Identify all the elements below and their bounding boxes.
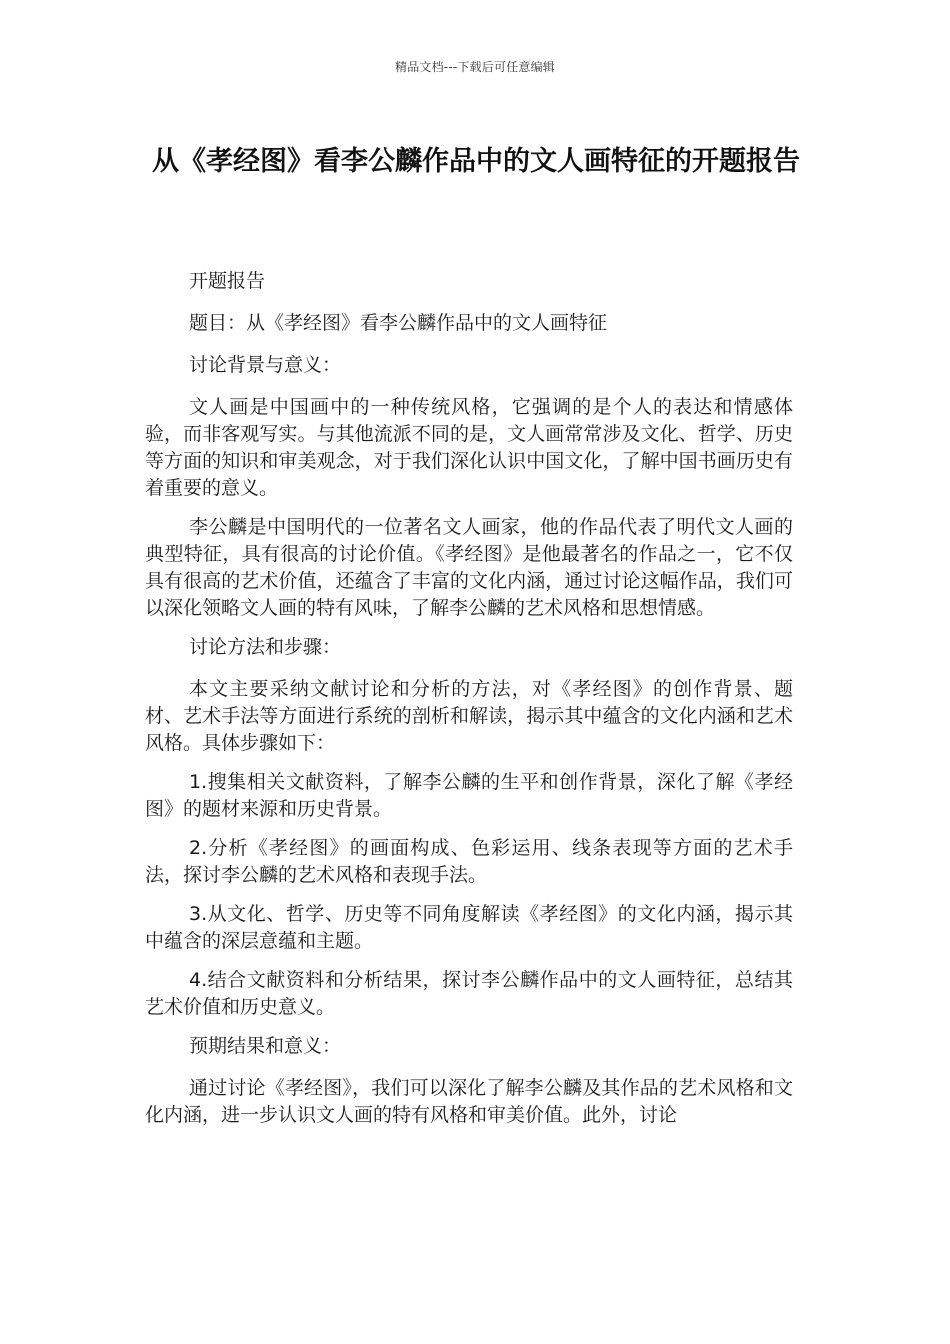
paragraph-expected-results: 通过讨论《孝经图》，我们可以深化了解李公麟及其作品的艺术风格和文化内涵，进一步认识文人画的特有风格和审美价值。此外，讨论	[145, 1077, 793, 1126]
section-heading-background: 讨论背景与意义：	[189, 354, 342, 376]
list-item-step-3: 3.从文化、哲学、历史等不同角度解读《孝经图》的文化内涵，揭示其中蕴含的深层意蕴和主题。	[145, 903, 793, 952]
section-heading-methods: 讨论方法和步骤：	[189, 636, 342, 658]
paragraph-background-1: 文人画是中国画中的一种传统风格，它强调的是个人的表达和情感体验，而非客观写实。与其他流派不同的是，文人画常常涉及文化、哲学、历史等方面的知识和审美观念，对于我们深化认识中国文化，了解中国书画历史有着重要的意义。	[145, 396, 793, 499]
header-note: 精品文档---下载后可任意编辑	[395, 60, 555, 74]
topic-line: 题目：从《孝经图》看李公麟作品中的文人画特征	[189, 312, 608, 334]
section-heading-expected: 预期结果和意义：	[189, 1035, 342, 1057]
list-item-step-2: 2.分析《孝经图》的画面构成、色彩运用、线条表现等方面的艺术手法，探讨李公麟的艺术风格和表现手法。	[145, 837, 793, 886]
list-item-step-1: 1.搜集相关文献资料，了解李公麟的生平和创作背景，深化了解《孝经图》的题材来源和历史背景。	[145, 771, 793, 820]
section-label-report: 开题报告	[189, 270, 266, 292]
document-title: 从《孝经图》看李公麟作品中的文人画特征的开题报告	[152, 146, 800, 177]
paragraph-methods-intro: 本文主要采纳文献讨论和分析的方法，对《孝经图》的创作背景、题材、艺术手法等方面进行系统的剖析和解读，揭示其中蕴含的文化内涵和艺术风格。具体步骤如下：	[145, 678, 793, 754]
document-body	[145, 268, 793, 1141]
list-item-step-4: 4.结合文献资料和分析结果，探讨李公麟作品中的文人画特征，总结其艺术价值和历史意义。	[145, 969, 793, 1018]
paragraph-background-2: 李公麟是中国明代的一位著名文人画家，他的作品代表了明代文人画的典型特征，具有很高的讨论价值。《孝经图》是他最著名的作品之一，它不仅具有很高的艺术价值，还蕴含了丰富的文化内涵，通过讨论这幅作品，我们可以深化领略文人画的特有风味，了解李公麟的艺术风格和思想情感。	[145, 516, 793, 619]
